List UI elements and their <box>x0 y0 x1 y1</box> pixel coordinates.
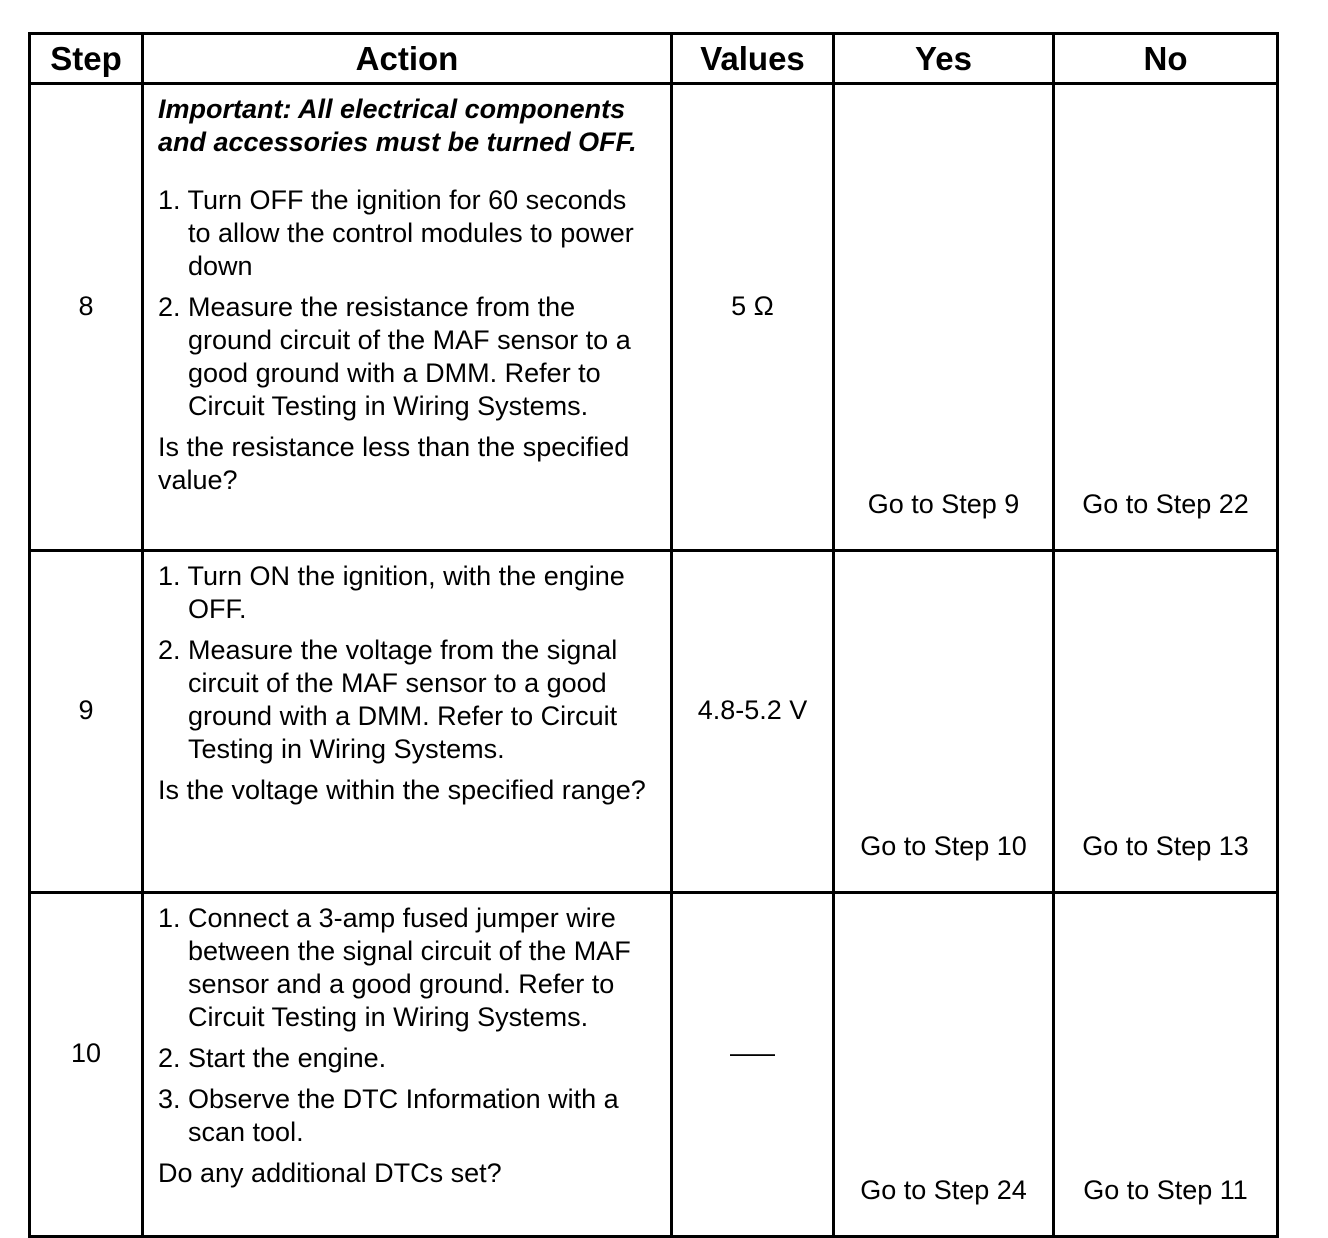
question-text: Is the resistance less than the specified value? <box>158 432 630 495</box>
value-cell: 4.8-5.2 V <box>672 551 834 893</box>
substep: 2. Measure the voltage from the signal circuit of the MAF sensor to a good ground with a DMM. Refer to Circuit Testing in Wiring Systems. <box>158 635 618 764</box>
diagnostic-table-container <box>28 32 1279 1238</box>
substep: 2. Measure the resistance from the ground circuit of the MAF sensor to a good ground with a DMM. Refer to Circuit Testing in Wiring Systems. <box>158 292 631 421</box>
action-cell <box>143 84 672 551</box>
no-cell: Go to Step 11 <box>1054 893 1278 1237</box>
table-row-step-8 <box>30 84 1278 551</box>
table-row-step-9 <box>30 551 1278 893</box>
header-yes: Yes <box>834 34 1054 84</box>
substep: 1. Turn ON the ignition, with the engine OFF. <box>158 561 625 624</box>
substep: 2. Start the engine. <box>158 1043 387 1073</box>
substep: 1. Turn OFF the ignition for 60 seconds to allow the control modules to power down <box>158 185 634 281</box>
table-row-step-10 <box>30 893 1278 1237</box>
step-number: 10 <box>30 893 143 1237</box>
important-note: Important: All electrical components and accessories must be turned OFF. <box>158 94 637 157</box>
yes-cell: Go to Step 24 <box>834 893 1054 1237</box>
substep: 3. Observe the DTC Information with a scan tool. <box>158 1084 619 1147</box>
header-action: Action <box>143 34 672 84</box>
step-number: 9 <box>30 551 143 893</box>
question-text: Is the voltage within the specified range? <box>158 775 646 805</box>
action-cell <box>143 893 672 1237</box>
header-row <box>30 34 1278 84</box>
step-number: 8 <box>30 84 143 551</box>
substep-list <box>158 902 656 1149</box>
no-cell: Go to Step 13 <box>1054 551 1278 893</box>
no-cell: Go to Step 22 <box>1054 84 1278 551</box>
value-cell: 5 Ω <box>672 84 834 551</box>
header-step: Step <box>30 34 143 84</box>
substep-list <box>158 184 656 423</box>
substep-list <box>158 560 656 766</box>
diagnostic-steps-table <box>28 32 1279 1238</box>
yes-cell: Go to Step 9 <box>834 84 1054 551</box>
yes-cell: Go to Step 10 <box>834 551 1054 893</box>
substep: 1. Connect a 3-amp fused jumper wire between the signal circuit of the MAF sensor and a good ground. Refer to Circuit Testing in Wiring Systems. <box>158 903 631 1032</box>
action-cell <box>143 551 672 893</box>
question-text: Do any additional DTCs set? <box>158 1158 502 1188</box>
value-cell: ––– <box>672 893 834 1237</box>
header-no: No <box>1054 34 1278 84</box>
header-values: Values <box>672 34 834 84</box>
